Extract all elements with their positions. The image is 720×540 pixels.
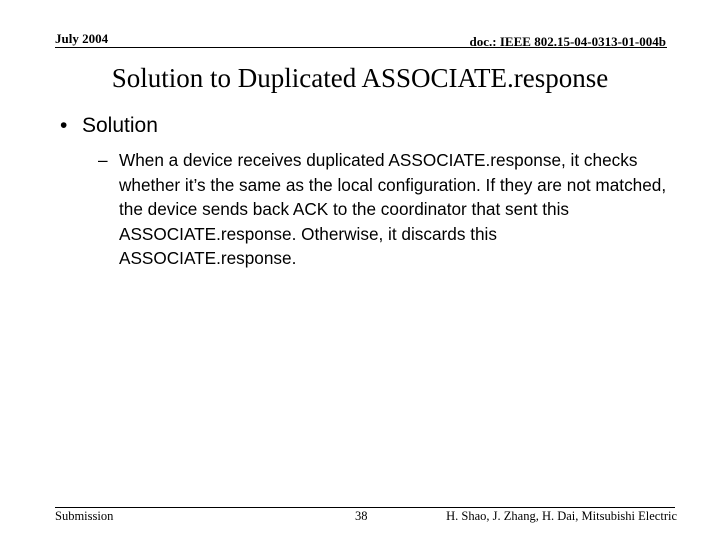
header-divider — [55, 47, 667, 48]
sub-bullet-item — [98, 148, 678, 271]
header-date: July 2004 — [55, 31, 109, 46]
sub-bullet-text: When a device receives duplicated ASSOCIATE.response, it checks whether it’s the same as the local configuration. If they are not matched, the device sends back ACK to the coordinator that sent this ASSOCIATE.response. Otherwise, it discards this ASSOCIATE.response. — [119, 150, 667, 269]
sub-bullet-marker: – — [98, 150, 108, 170]
footer-submission: Submission — [55, 509, 114, 523]
header-doc-id: doc.: IEEE 802.15-04-0313-01-004b — [469, 34, 666, 49]
slide-title: Solution to Duplicated ASSOCIATE.response — [111, 63, 609, 93]
bullet-item — [60, 114, 158, 138]
bullet-label: Solution — [82, 114, 158, 137]
footer-authors: H. Shao, J. Zhang, H. Dai, Mitsubishi Electric — [446, 509, 677, 523]
footer-page-number: 38 — [355, 509, 368, 523]
footer-divider — [55, 507, 675, 508]
bullet-marker: • — [60, 114, 68, 137]
